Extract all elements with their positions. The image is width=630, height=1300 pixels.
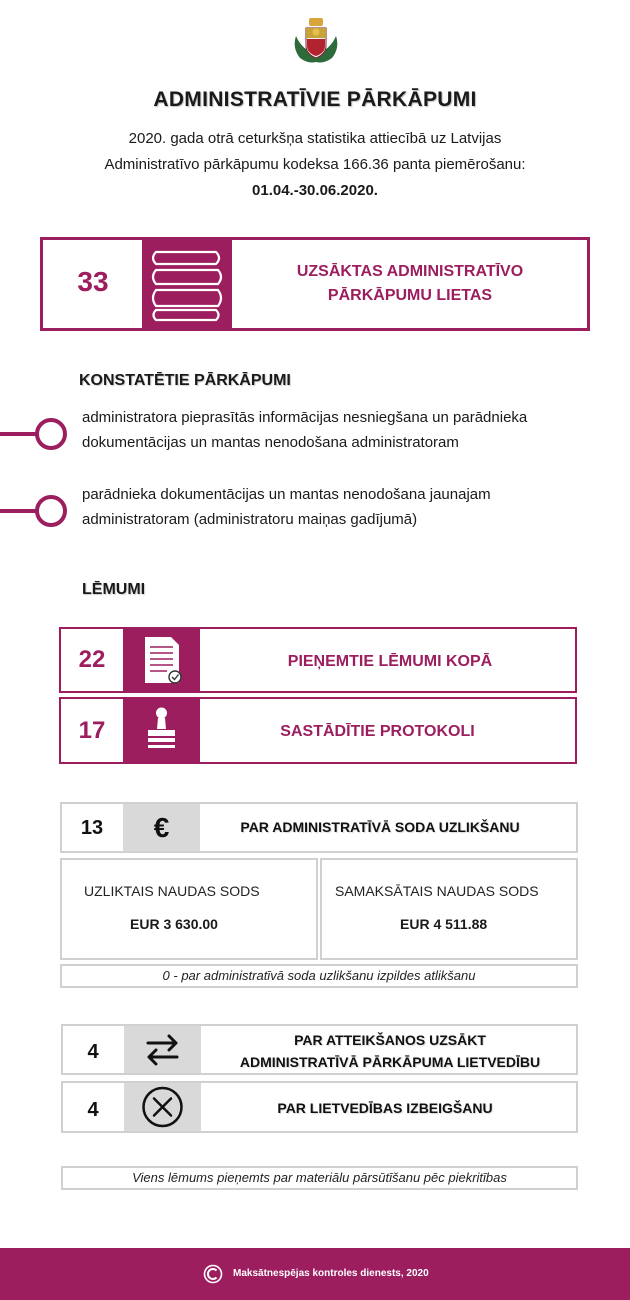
bullet-ring-icon [0, 491, 72, 531]
violation-item [82, 405, 612, 455]
cases-label-line-1: UZSĀKTAS ADMINISTRATĪVO [296, 263, 524, 280]
refusal-count: 4 [87, 1041, 99, 1063]
paid-fine-value: EUR 4 511.88 [400, 916, 488, 932]
refusal-label-line-2: ADMINISTRATĪVĀ PĀRKĀPUMA LIETVEDĪBU [239, 1054, 541, 1070]
penalty-label: PAR ADMINISTRATĪVĀ SODA UZLIKŠANU [240, 819, 520, 835]
termination-icon-cell [124, 1083, 201, 1131]
violation-item-line-2: administratoram (administratoru maiņas gadījumā) [82, 511, 418, 528]
decisions-total-icon-cell [123, 629, 200, 691]
euro-icon: € [153, 812, 170, 843]
penalty-count: 13 [80, 817, 104, 839]
intro-text [60, 126, 570, 204]
cases-icon-cell [142, 240, 232, 328]
transfer-note: Viens lēmums pieņemts par materiālu pārsūtīšanu pēc piekritības [132, 1170, 507, 1185]
termination-count: 4 [87, 1099, 99, 1121]
penalty-note: 0 - par administratīvā soda uzlikšanu izpildes atlikšanu [162, 968, 476, 983]
bullet-ring-icon [0, 414, 72, 454]
penalty-icon-cell [123, 804, 200, 851]
imposed-fine-card [60, 858, 318, 960]
decisions-total-count: 22 [78, 646, 106, 673]
intro-line-2: Administratīvo pārkāpumu kodeksa 166.36 panta piemērošanu: [104, 156, 526, 173]
paid-fine-label: SAMAKSĀTAIS NAUDAS SODS [335, 883, 539, 899]
stamp-icon [123, 699, 200, 762]
violation-item-line-1: administratora pieprasītās informācijas nesniegšana un parādnieka [82, 409, 528, 426]
decisions-total-label: PIEŅEMTIE LĒMUMI KOPĀ [287, 653, 493, 670]
refusal-label [205, 1029, 575, 1073]
refusal-label-line-1: PAR ATTEIKŠANOS UZSĀKT [294, 1032, 486, 1048]
intro-line-1: 2020. gada otrā ceturkšņa statistika attiecībā uz Latvijas [128, 130, 502, 147]
termination-label: PAR LIETVEDĪBAS IZBEIGŠANU [277, 1100, 493, 1116]
violation-item-line-2: dokumentācijas un mantas nenodošana administratoram [82, 434, 459, 451]
intro-period: 01.04.-30.06.2020. [252, 182, 378, 199]
violation-item [82, 482, 612, 532]
document-check-icon [123, 629, 200, 691]
decisions-heading: LĒMUMI [82, 581, 146, 598]
cases-label [240, 260, 580, 308]
coat-of-arms-icon [290, 14, 342, 66]
violations-heading: KONSTATĒTIE PĀRKĀPUMI [79, 372, 291, 389]
swap-arrows-icon [124, 1026, 201, 1073]
paid-fine-card [320, 858, 578, 960]
cases-label-line-2: PĀRKĀPUMU LIETAS [327, 287, 493, 304]
imposed-fine-label: UZLIKTAIS NAUDAS SODS [84, 883, 260, 899]
mkd-logo-icon [203, 1264, 223, 1284]
books-icon [142, 240, 232, 328]
protocols-icon-cell [123, 699, 200, 762]
cases-count: 33 [77, 266, 109, 297]
protocols-count: 17 [78, 717, 106, 744]
protocols-label: SASTĀDĪTIE PROTOKOLI [280, 723, 475, 740]
page-title: ADMINISTRATĪVIE PĀRKĀPUMI [153, 88, 477, 111]
x-circle-icon [124, 1083, 201, 1131]
refusal-icon-cell [124, 1026, 201, 1073]
violation-item-line-1: parādnieka dokumentācijas un mantas nenodošana jaunajam [82, 486, 491, 503]
footer-text: Maksātnespējas kontroles dienests, 2020 [233, 1268, 429, 1279]
imposed-fine-value: EUR 3 630.00 [130, 916, 218, 932]
